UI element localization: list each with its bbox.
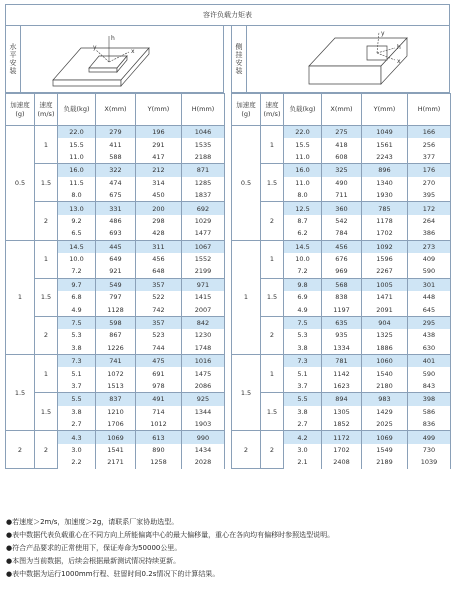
x-cell: 1702	[322, 444, 362, 456]
load-cell: 2.2	[58, 456, 96, 468]
diagram-y-label: y	[381, 30, 385, 37]
y-cell: 2243	[362, 151, 408, 164]
load-cell: 14.5	[58, 240, 96, 253]
h-cell: 590	[408, 367, 451, 379]
y-cell: 1258	[136, 456, 182, 468]
y-cell: 1561	[362, 138, 408, 150]
table-row	[6, 164, 225, 177]
y-cell: 357	[136, 278, 182, 291]
y-cell: 1012	[136, 418, 182, 431]
x-cell: 490	[322, 177, 362, 189]
y-cell: 613	[136, 431, 182, 444]
h-cell: 166	[408, 126, 451, 139]
diagram-h-label: h	[397, 44, 401, 51]
h-cell: 843	[408, 380, 451, 393]
h-cell: 2028	[182, 456, 225, 468]
h-cell: 1039	[408, 456, 451, 468]
accel-cell: 2	[232, 431, 261, 469]
x-cell: 635	[322, 316, 362, 329]
y-cell: 1178	[362, 215, 408, 227]
x-cell: 838	[322, 291, 362, 303]
load-cell: 7.5	[58, 316, 96, 329]
load-cell: 7.3	[58, 355, 96, 368]
speed-cell: 1.5	[261, 393, 284, 431]
mount-label: 水平安装	[6, 26, 21, 92]
h-cell: 590	[408, 265, 451, 278]
speed-cell: 1.5	[261, 278, 284, 316]
h-cell: 438	[408, 329, 451, 341]
load-cell: 2.7	[58, 418, 96, 431]
x-cell: 741	[96, 355, 136, 368]
x-cell: 568	[322, 278, 362, 291]
x-cell: 1069	[96, 431, 136, 444]
load-cell: 15.5	[58, 138, 96, 150]
load-cell: 3.8	[284, 342, 322, 355]
horizontal-mount-panel	[5, 26, 224, 469]
col-header: 速度(m/s)	[261, 94, 284, 126]
load-cell: 3.8	[58, 406, 96, 418]
y-cell: 1340	[362, 177, 408, 189]
y-cell: 1092	[362, 240, 408, 253]
x-cell: 867	[96, 329, 136, 341]
y-cell: 2267	[362, 265, 408, 278]
load-cell: 11.0	[58, 151, 96, 164]
h-cell: 1067	[182, 240, 225, 253]
x-cell: 411	[96, 138, 136, 150]
y-cell: 196	[136, 126, 182, 139]
h-cell: 630	[408, 342, 451, 355]
h-cell: 1415	[182, 291, 225, 303]
y-cell: 742	[136, 303, 182, 316]
h-cell: 1230	[182, 329, 225, 341]
y-cell: 357	[136, 316, 182, 329]
col-header: 负载(kg)	[284, 94, 322, 126]
x-cell: 279	[96, 126, 136, 139]
speed-cell: 2	[35, 202, 58, 240]
y-cell: 1930	[362, 189, 408, 202]
h-cell: 730	[408, 444, 451, 456]
y-cell: 2180	[362, 380, 408, 393]
accel-cell: 0.5	[232, 126, 261, 241]
x-cell: 2408	[322, 456, 362, 468]
load-cell: 8.7	[284, 215, 322, 227]
col-header: Y(mm)	[362, 94, 408, 126]
load-cell: 22.0	[58, 126, 96, 139]
x-cell: 322	[96, 164, 136, 177]
h-cell: 2199	[182, 265, 225, 278]
h-cell: 842	[182, 316, 225, 329]
accel-cell: 1.5	[232, 355, 261, 431]
y-cell: 691	[136, 367, 182, 379]
table-row	[6, 278, 225, 291]
x-cell: 1142	[322, 367, 362, 379]
x-cell: 1226	[96, 342, 136, 355]
h-cell: 264	[408, 215, 451, 227]
x-cell: 1305	[322, 406, 362, 418]
y-cell: 417	[136, 151, 182, 164]
table-title: 容许负载力矩表	[5, 4, 450, 26]
speed-cell: 1.5	[35, 164, 58, 202]
table-row	[6, 240, 225, 253]
y-cell: 1540	[362, 367, 408, 379]
x-cell: 445	[96, 240, 136, 253]
h-cell: 586	[408, 406, 451, 418]
y-cell: 456	[136, 253, 182, 265]
h-cell: 295	[408, 316, 451, 329]
x-cell: 921	[96, 265, 136, 278]
h-cell: 990	[182, 431, 225, 444]
y-cell: 491	[136, 393, 182, 406]
y-cell: 648	[136, 265, 182, 278]
table-row	[6, 126, 225, 139]
x-cell: 781	[322, 355, 362, 368]
x-cell: 1513	[96, 380, 136, 393]
h-cell: 1477	[182, 227, 225, 240]
h-cell: 925	[182, 393, 225, 406]
load-cell: 14.5	[284, 240, 322, 253]
h-cell: 499	[408, 431, 451, 444]
h-cell: 1535	[182, 138, 225, 150]
x-cell: 676	[322, 253, 362, 265]
load-cell: 16.0	[284, 164, 322, 177]
col-header: 速度(m/s)	[35, 94, 58, 126]
load-cell: 6.5	[58, 227, 96, 240]
h-cell: 377	[408, 151, 451, 164]
accel-cell: 1	[232, 240, 261, 355]
y-cell: 2025	[362, 418, 408, 431]
table-row	[6, 202, 225, 215]
load-cell: 13.0	[58, 202, 96, 215]
y-cell: 1549	[362, 444, 408, 456]
notes-list	[6, 516, 451, 581]
load-cell: 4.3	[58, 431, 96, 444]
y-cell: 428	[136, 227, 182, 240]
h-cell: 398	[408, 393, 451, 406]
table-row	[232, 278, 451, 291]
speed-cell: 2	[261, 316, 284, 354]
accel-cell: 1.5	[6, 355, 35, 431]
load-cell: 4.9	[284, 303, 322, 316]
h-cell: 1029	[182, 215, 225, 227]
y-cell: 1069	[362, 431, 408, 444]
col-header: Y(mm)	[136, 94, 182, 126]
x-cell: 1210	[96, 406, 136, 418]
note-item: ●若速度＞2m/s，加速度＞2g，请联系厂家协助选型。	[6, 518, 179, 526]
h-cell: 1016	[182, 355, 225, 368]
y-cell: 896	[362, 164, 408, 177]
y-cell: 522	[136, 291, 182, 303]
load-cell: 16.0	[58, 164, 96, 177]
y-cell: 1702	[362, 227, 408, 240]
note-item: ●表中数据代表负载重心在不同方向上所能偏离中心的最大偏移量，重心在各向均有偏移时参照选型说明。	[6, 530, 335, 539]
table-row	[6, 431, 225, 444]
h-cell: 1046	[182, 126, 225, 139]
load-cell: 5.3	[58, 329, 96, 341]
speed-cell: 2	[261, 202, 284, 240]
load-cell: 7.3	[284, 355, 322, 368]
y-cell: 1005	[362, 278, 408, 291]
h-cell: 645	[408, 303, 451, 316]
col-header: H(mm)	[182, 94, 225, 126]
speed-cell: 1	[261, 355, 284, 393]
col-header: 加速度(g)	[232, 94, 261, 126]
x-cell: 711	[322, 189, 362, 202]
x-cell: 331	[96, 202, 136, 215]
y-cell: 1429	[362, 406, 408, 418]
load-cell: 6.2	[284, 227, 322, 240]
load-cell: 5.1	[284, 367, 322, 379]
x-cell: 1072	[96, 367, 136, 379]
table-row	[232, 240, 451, 253]
x-cell: 598	[96, 316, 136, 329]
y-cell: 2091	[362, 303, 408, 316]
h-cell: 1434	[182, 444, 225, 456]
x-cell: 1197	[322, 303, 362, 316]
col-header: X(mm)	[322, 94, 362, 126]
y-cell: 978	[136, 380, 182, 393]
load-cell: 5.1	[58, 367, 96, 379]
load-cell: 22.0	[284, 126, 322, 139]
table-row	[232, 431, 451, 444]
speed-cell: 1	[261, 126, 284, 164]
table-row	[232, 126, 451, 139]
x-cell: 1541	[96, 444, 136, 456]
x-cell: 325	[322, 164, 362, 177]
accel-cell: 0.5	[6, 126, 35, 241]
table-row	[232, 202, 451, 215]
col-header: H(mm)	[408, 94, 451, 126]
speed-cell: 2	[35, 316, 58, 354]
h-cell: 273	[408, 240, 451, 253]
x-cell: 797	[96, 291, 136, 303]
load-cell: 11.0	[284, 177, 322, 189]
load-cell: 10.0	[284, 253, 322, 265]
y-cell: 1886	[362, 342, 408, 355]
h-cell: 409	[408, 253, 451, 265]
table-row	[6, 393, 225, 406]
speed-cell: 1.5	[261, 164, 284, 202]
y-cell: 291	[136, 138, 182, 150]
h-cell: 256	[408, 138, 451, 150]
y-cell: 890	[136, 444, 182, 456]
x-cell: 360	[322, 202, 362, 215]
h-cell: 401	[408, 355, 451, 368]
h-cell: 301	[408, 278, 451, 291]
x-cell: 275	[322, 126, 362, 139]
x-cell: 542	[322, 215, 362, 227]
x-cell: 1852	[322, 418, 362, 431]
load-cell: 7.2	[284, 265, 322, 278]
h-cell: 1475	[182, 367, 225, 379]
h-cell: 386	[408, 227, 451, 240]
load-cell: 5.3	[284, 329, 322, 341]
load-cell: 3.8	[58, 342, 96, 355]
header-row	[232, 94, 451, 126]
load-cell: 12.5	[284, 202, 322, 215]
header-row	[6, 94, 225, 126]
x-cell: 693	[96, 227, 136, 240]
load-cell: 6.8	[58, 291, 96, 303]
load-cell: 4.2	[284, 431, 322, 444]
load-cell: 8.0	[58, 189, 96, 202]
y-cell: 314	[136, 177, 182, 189]
load-cell: 5.5	[284, 393, 322, 406]
load-cell: 11.5	[58, 177, 96, 189]
x-cell: 1706	[96, 418, 136, 431]
note-item: ●符合产品要求的正常使用下，保证寿命为50000公里。	[6, 543, 182, 552]
speed-cell: 1	[261, 240, 284, 278]
load-cell: 3.7	[58, 380, 96, 393]
h-cell: 971	[182, 278, 225, 291]
speed-cell: 1.5	[35, 393, 58, 431]
h-cell: 176	[408, 164, 451, 177]
diagram-h-label: h	[111, 35, 115, 42]
y-cell: 450	[136, 189, 182, 202]
x-cell: 1334	[322, 342, 362, 355]
table-row	[232, 164, 451, 177]
y-cell: 1325	[362, 329, 408, 341]
x-cell: 549	[96, 278, 136, 291]
h-cell: 2086	[182, 380, 225, 393]
y-cell: 212	[136, 164, 182, 177]
col-header: 负载(kg)	[58, 94, 96, 126]
load-cell: 3.8	[284, 406, 322, 418]
load-cell: 2.1	[284, 456, 322, 468]
h-cell: 1837	[182, 189, 225, 202]
x-cell: 837	[96, 393, 136, 406]
x-cell: 675	[96, 189, 136, 202]
load-moment-table	[5, 4, 450, 469]
y-cell: 298	[136, 215, 182, 227]
load-cell: 9.8	[284, 278, 322, 291]
h-cell: 270	[408, 177, 451, 189]
y-cell: 904	[362, 316, 408, 329]
load-cell: 7.5	[284, 316, 322, 329]
side-mount-panel	[231, 26, 450, 469]
h-cell: 2188	[182, 151, 225, 164]
x-cell: 1172	[322, 431, 362, 444]
y-cell: 1471	[362, 291, 408, 303]
table-row	[6, 355, 225, 368]
y-cell: 523	[136, 329, 182, 341]
load-cell: 9.7	[58, 278, 96, 291]
col-header: X(mm)	[96, 94, 136, 126]
h-cell: 448	[408, 291, 451, 303]
load-cell: 8.0	[284, 189, 322, 202]
y-cell: 1596	[362, 253, 408, 265]
speed-cell: 1.5	[35, 278, 58, 316]
y-cell: 714	[136, 406, 182, 418]
x-cell: 1128	[96, 303, 136, 316]
y-cell: 200	[136, 202, 182, 215]
table-row	[232, 355, 451, 368]
note-item: ●表中数据为运行1000mm行程、驻留时间0.2s情况下的计算结果。	[6, 569, 220, 578]
x-cell: 935	[322, 329, 362, 341]
h-cell: 1552	[182, 253, 225, 265]
table-row	[6, 316, 225, 329]
y-cell: 785	[362, 202, 408, 215]
load-cell: 15.5	[284, 138, 322, 150]
note-item: ●本图为当前数据，后续会根据最新测试情况持续更新。	[6, 556, 181, 565]
y-cell: 744	[136, 342, 182, 355]
y-cell: 311	[136, 240, 182, 253]
horizontal-mount-diagram	[21, 26, 223, 92]
x-cell: 608	[322, 151, 362, 164]
x-cell: 649	[96, 253, 136, 265]
accel-cell: 2	[6, 431, 35, 469]
x-cell: 418	[322, 138, 362, 150]
h-cell: 692	[182, 202, 225, 215]
h-cell: 1285	[182, 177, 225, 189]
x-cell: 474	[96, 177, 136, 189]
side-mount-diagram	[247, 26, 449, 92]
load-cell: 3.7	[284, 380, 322, 393]
load-cell: 7.2	[58, 265, 96, 278]
load-cell: 11.0	[284, 151, 322, 164]
x-cell: 1623	[322, 380, 362, 393]
h-cell: 1748	[182, 342, 225, 355]
load-cell: 9.2	[58, 215, 96, 227]
y-cell: 475	[136, 355, 182, 368]
y-cell: 1049	[362, 126, 408, 139]
mount-label: 侧挂安装	[232, 26, 247, 92]
side-load-table	[231, 93, 451, 469]
speed-cell: 1	[35, 240, 58, 278]
load-cell: 5.5	[58, 393, 96, 406]
x-cell: 894	[322, 393, 362, 406]
y-cell: 983	[362, 393, 408, 406]
x-cell: 784	[322, 227, 362, 240]
diagram-x-label: x	[131, 48, 135, 55]
horizontal-load-table	[5, 93, 225, 469]
speed-cell: 1	[35, 355, 58, 393]
h-cell: 172	[408, 202, 451, 215]
table-row	[232, 316, 451, 329]
load-cell: 4.9	[58, 303, 96, 316]
h-cell: 2007	[182, 303, 225, 316]
col-header: 加速度(g)	[6, 94, 35, 126]
x-cell: 456	[322, 240, 362, 253]
h-cell: 871	[182, 164, 225, 177]
y-cell: 1060	[362, 355, 408, 368]
load-cell: 3.0	[284, 444, 322, 456]
diagram-y-label: y	[93, 44, 97, 51]
table-row	[232, 393, 451, 406]
x-cell: 588	[96, 151, 136, 164]
load-cell: 6.9	[284, 291, 322, 303]
h-cell: 836	[408, 418, 451, 431]
h-cell: 395	[408, 189, 451, 202]
speed-cell: 1	[35, 126, 58, 164]
x-cell: 969	[322, 265, 362, 278]
speed-cell: 2	[35, 431, 58, 469]
accel-cell: 1	[6, 240, 35, 355]
load-cell: 2.7	[284, 418, 322, 431]
x-cell: 2171	[96, 456, 136, 468]
load-cell: 3.0	[58, 444, 96, 456]
h-cell: 1344	[182, 406, 225, 418]
y-cell: 2189	[362, 456, 408, 468]
load-cell: 10.0	[58, 253, 96, 265]
h-cell: 1903	[182, 418, 225, 431]
x-cell: 486	[96, 215, 136, 227]
speed-cell: 2	[261, 431, 284, 469]
diagram-x-label: x	[397, 58, 401, 65]
